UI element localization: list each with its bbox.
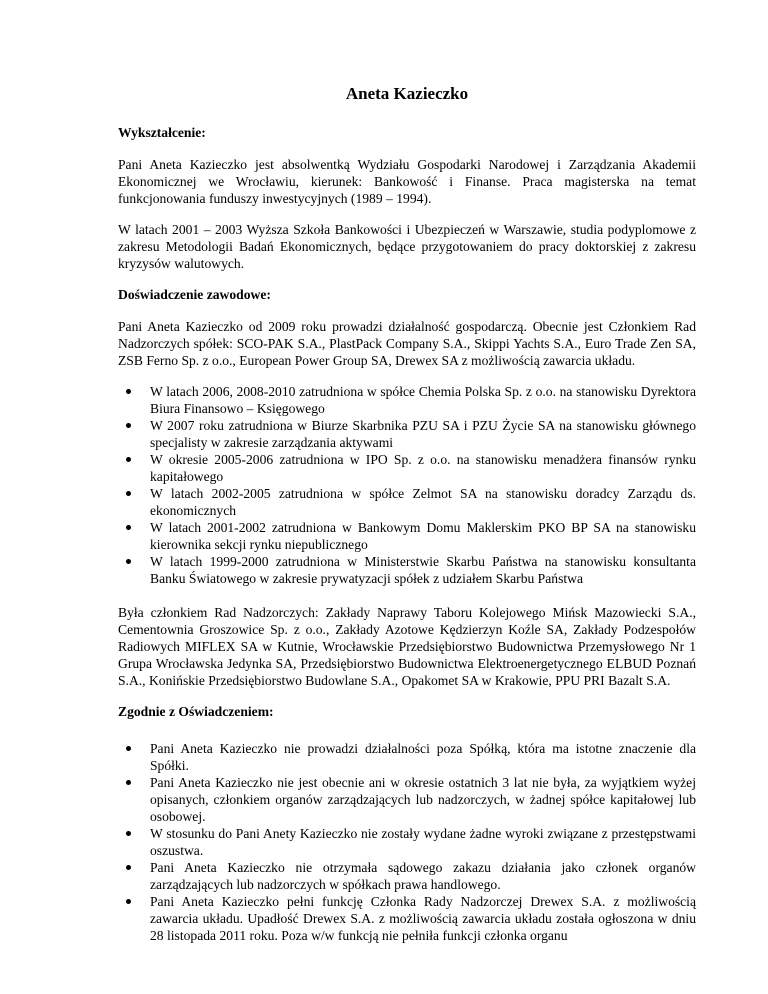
list-item xyxy=(150,451,696,485)
bullet-icon xyxy=(126,457,131,462)
list-item xyxy=(150,859,696,893)
experience-heading: Doświadczenie zawodowe: xyxy=(118,287,271,302)
list-item xyxy=(150,519,696,553)
education-paragraph: Pani Aneta Kazieczko jest absolwentką Wydziału Gospodarki Narodowej i Zarządzania Akademii Ekonomicznej we Wrocławiu, kierunek: Bankowość i Finanse. Praca magisterska na temat funkcjonowania funduszy inwestycyjnych (1989 – 1994). xyxy=(118,157,696,206)
list-item-text: W okresie 2005-2006 zatrudniona w IPO Sp. z o.o. na stanowisku menadżera finansów rynku kapitałowego xyxy=(150,452,696,484)
list-item xyxy=(150,417,696,451)
list-item-text: W latach 2006, 2008-2010 zatrudniona w spółce Chemia Polska Sp. z o.o. na stanowisku Dyrektora Biura Finansowo – Księgowego xyxy=(150,384,696,416)
bullet-icon xyxy=(126,899,131,904)
list-item xyxy=(150,774,696,825)
list-item-text: W latach 2002-2005 zatrudniona w spółce Zelmot SA na stanowisku doradcy Zarządu ds. ekonomicznych xyxy=(150,486,696,518)
education-heading: Wykształcenie: xyxy=(118,125,206,140)
list-item xyxy=(150,553,696,587)
list-item xyxy=(150,383,696,417)
list-item-text: W latach 1999-2000 zatrudniona w Ministerstwie Skarbu Państwa na stanowisku konsultanta Banku Światowego w zakresie prywatyzacji spółek z udziałem Skarbu Państwa xyxy=(150,554,696,586)
boards-paragraph: Była członkiem Rad Nadzorczych: Zakłady Naprawy Taboru Kolejowego Mińsk Mazowiecki S.A., Cementownia Groszowice Sp. z o.o., Zakłady Azotowe Kędzierzyn Koźle SA, Zakłady Podzespołów Radiowych MIFLEX SA w Kutnie, Wrocławskie Przedsiębiorstwo Budownictwa Przemysłowego Nr 1 Grupa Wrocławska Jedynka SA, Przedsiębiorstwo Budownictwa Elektroenergetycznego ELBUD Poznań S.A., Konińskie Przedsiębiorstwo Budowlane S.A., Opakomet SA w Krakowie, PPU PRI Bazalt S.A. xyxy=(118,605,696,688)
bullet-icon xyxy=(126,865,131,870)
list-item xyxy=(150,740,696,774)
list-item xyxy=(150,825,696,859)
bullet-icon xyxy=(126,389,131,394)
list-item-text: Pani Aneta Kazieczko pełni funkcję Członka Rady Nadzorczej Drewex S.A. z możliwością zawarcia układu. Upadłość Drewex S.A. z możliwością zawarcia układu została ogłoszona w dniu 28 listopada 2011 roku. Poza w/w funkcją nie pełniła funkcji członka organu xyxy=(150,894,696,943)
bullet-icon xyxy=(126,780,131,785)
list-item-text: Pani Aneta Kazieczko nie otrzymała sądowego zakazu działania jako członek organów zarządzających lub nadzorczych w spółkach prawa handlowego. xyxy=(150,860,696,892)
experience-intro: Pani Aneta Kazieczko od 2009 roku prowadzi działalność gospodarczą. Obecnie jest Członkiem Rad Nadzorczych spółek: SCO-PAK S.A., PlastPack Company S.A., Skippi Yachts S.A., Euro Trade Zen SA, ZSB Ferno Sp. z o.o., European Power Group SA, Drewex SA z możliwością zawarcia układu. xyxy=(118,319,696,368)
declaration-list xyxy=(118,740,696,944)
bullet-icon xyxy=(126,831,131,836)
bullet-icon xyxy=(126,746,131,751)
list-item-text: Pani Aneta Kazieczko nie jest obecnie ani w okresie ostatnich 3 lat nie była, za wyjątkiem wyżej opisanych, członkiem organów zarządzających lub nadzorczych, w żadnej spółce kapitałowej lub osobowej. xyxy=(150,775,696,824)
list-item-text: W stosunku do Pani Anety Kazieczko nie zostały wydane żadne wyroki związane z przestępstwami oszustwa. xyxy=(150,826,696,858)
bullet-icon xyxy=(126,525,131,530)
bullet-icon xyxy=(126,423,131,428)
list-item-text: Pani Aneta Kazieczko nie prowadzi działalności poza Spółką, która ma istotne znaczenie dla Spółki. xyxy=(150,741,696,773)
list-item-text: W 2007 roku zatrudniona w Biurze Skarbnika PZU SA i PZU Życie SA na stanowisku głównego specjalisty w zakresie zarządzania aktywami xyxy=(150,418,696,450)
document-title: Aneta Kazieczko xyxy=(345,84,469,103)
list-item xyxy=(150,485,696,519)
experience-list xyxy=(118,383,696,587)
bullet-icon xyxy=(126,491,131,496)
education-paragraph: W latach 2001 – 2003 Wyższa Szkoła Bankowości i Ubezpieczeń w Warszawie, studia podyplomowe z zakresu Metodologii Badań Ekonomicznych, będące przygotowaniem do pracy doktorskiej z zakresu kryzysów walutowych. xyxy=(118,222,696,271)
list-item xyxy=(150,893,696,944)
list-item-text: W latach 2001-2002 zatrudniona w Bankowym Domu Maklerskim PKO BP SA na stanowisku kierownika sekcji rynku niepublicznego xyxy=(150,520,696,552)
bullet-icon xyxy=(126,559,131,564)
declaration-heading: Zgodnie z Oświadczeniem: xyxy=(118,704,274,719)
